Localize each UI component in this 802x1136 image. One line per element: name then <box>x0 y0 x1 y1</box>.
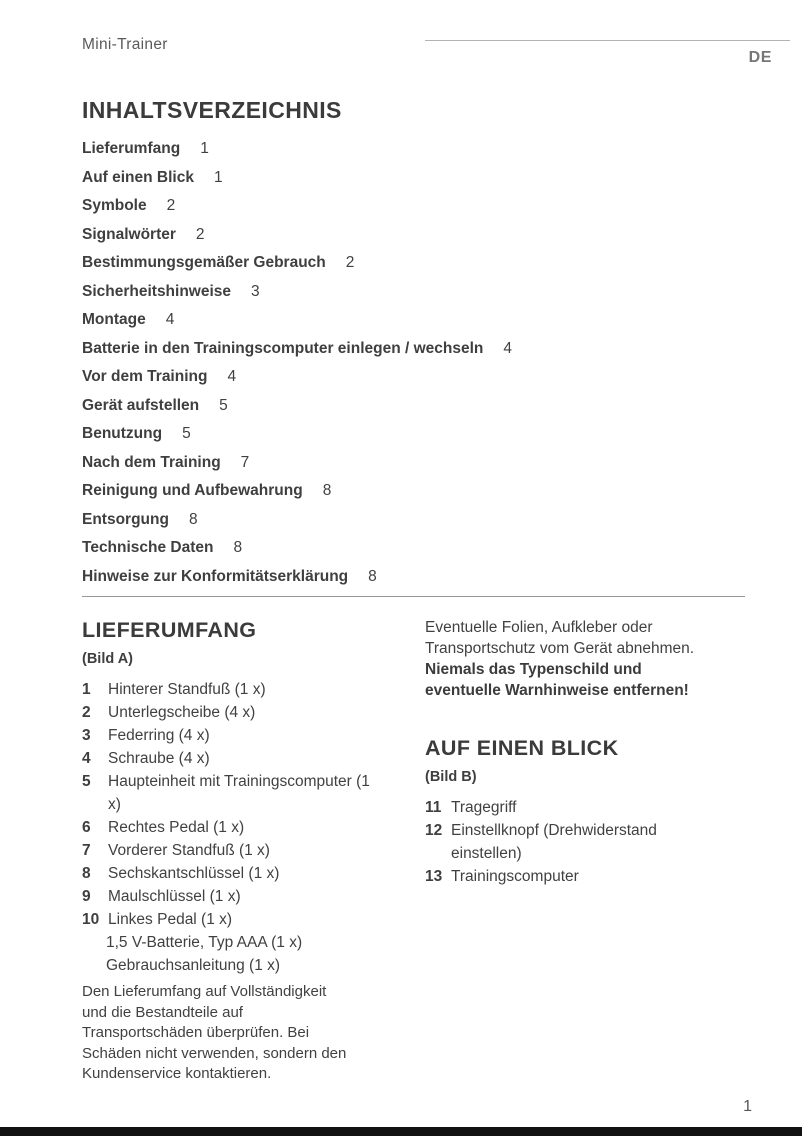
toc-entry-page: 5 <box>219 396 228 414</box>
toc-title: INHALTSVERZEICHNIS <box>82 97 342 123</box>
list-item <box>82 701 377 724</box>
language-code: DE <box>748 49 772 66</box>
toc-entry-page: 8 <box>188 510 198 528</box>
list-item-number: 7 <box>82 842 91 859</box>
toc-entry-label: Technische Daten <box>82 539 214 556</box>
extra-item: 1,5 V-Batterie, Typ AAA (1 x) <box>106 934 303 951</box>
list-item-text: Sechskantschlüssel (1 x) <box>108 865 280 882</box>
glance-title: AUF EINEN BLICK <box>425 736 619 760</box>
delivery-item-list <box>82 678 377 931</box>
list-item-number: 5 <box>82 773 91 790</box>
toc-entry-page: 4 <box>503 339 512 357</box>
toc-entry-page: 4 <box>227 368 237 385</box>
toc-entry <box>82 482 745 501</box>
toc-entry-page: 1 <box>213 168 223 186</box>
toc-entry <box>82 169 745 188</box>
list-item <box>82 724 377 747</box>
toc-entry <box>82 340 745 359</box>
list-item <box>82 747 377 770</box>
two-column-section <box>82 617 745 1085</box>
list-item <box>82 862 377 885</box>
toc-entry <box>82 283 745 302</box>
toc-entry-label: Hinweise zur Konformitätserklärung <box>82 567 349 585</box>
delivery-section <box>82 617 377 1085</box>
toc-entry-page: 3 <box>251 282 260 300</box>
overview-section <box>425 617 745 1085</box>
toc-entry-page: 7 <box>240 453 250 471</box>
toc-entry <box>82 254 745 273</box>
list-item-number: 12 <box>425 822 443 839</box>
toc-entry-page: 2 <box>345 254 355 271</box>
toc-entry-label: Vor dem Training <box>82 368 208 385</box>
list-item-number: 13 <box>425 868 443 885</box>
list-item <box>425 796 710 819</box>
extra-item: Gebrauchsanleitung (1 x) <box>106 957 281 974</box>
toc-entry <box>82 368 745 387</box>
toc-entry-label: Entsorgung <box>82 510 169 528</box>
list-item-number: 9 <box>82 888 91 905</box>
list-item <box>82 908 377 931</box>
page-number: 1 <box>743 1098 752 1115</box>
toc-entry-page: 4 <box>165 311 175 328</box>
toc-entry <box>82 454 745 473</box>
list-item <box>82 885 377 908</box>
toc-entry-label: Symbole <box>82 197 147 214</box>
toc-entry-page: 8 <box>233 539 243 556</box>
list-item-number: 2 <box>82 704 91 721</box>
list-item <box>82 816 377 839</box>
list-item-text: Unterlegscheibe (4 x) <box>108 704 256 721</box>
list-item-text: Vorderer Standfuß (1 x) <box>108 842 270 859</box>
list-item <box>425 819 710 865</box>
delivery-figure-ref: (Bild A) <box>82 651 134 667</box>
page-content <box>0 97 802 1085</box>
toc-entry-label: Signalwörter <box>82 225 176 243</box>
list-item-number: 1 <box>82 681 91 698</box>
list-item-text: Trainingscomputer <box>451 868 579 885</box>
toc-entry-page: 2 <box>195 225 205 243</box>
glance-item-list <box>425 796 710 888</box>
glance-figure-ref: (Bild B) <box>425 769 477 785</box>
list-item-text: Schraube (4 x) <box>108 750 210 767</box>
list-item-text: Hinterer Standfuß (1 x) <box>108 681 266 698</box>
toc-entry-label: Gerät aufstellen <box>82 396 200 414</box>
toc-entry <box>82 397 745 416</box>
list-item-text: Maulschlüssel (1 x) <box>108 888 241 905</box>
list-item-text: Einstellknopf (Drehwiderstand einstellen) <box>451 822 657 862</box>
section-divider <box>82 596 745 597</box>
list-item-text: Rechtes Pedal (1 x) <box>108 819 245 836</box>
toc-entry-label: Sicherheitshinweise <box>82 282 232 300</box>
header-rule <box>425 40 790 41</box>
toc-entry-page: 2 <box>166 197 176 214</box>
toc-entry-page: 8 <box>368 567 377 585</box>
list-item-number: 10 <box>82 911 100 928</box>
toc-entry-page: 1 <box>200 140 209 157</box>
toc-entry <box>82 539 745 558</box>
unpacking-text: Eventuelle Folien, Aufkleber oder Transportschutz vom Gerät abnehmen. <box>425 619 695 657</box>
toc-entry-page: 8 <box>322 482 332 499</box>
toc-entry-label: Montage <box>82 311 146 328</box>
unpacking-instructions <box>425 617 710 701</box>
list-item <box>82 678 377 701</box>
toc-entry-label: Auf einen Blick <box>82 168 194 186</box>
delivery-extra-items <box>82 931 377 977</box>
toc-entry <box>82 197 745 216</box>
toc-entry <box>82 311 745 330</box>
toc-entry <box>82 226 745 245</box>
delivery-note: Den Lieferumfang auf Vollständigkeit und die Bestandteile auf Transportschäden überprüfen. Bei Schäden nicht verwenden, sondern den Kundenservice kontaktieren. <box>82 983 347 1082</box>
toc-entry-label: Bestimmungsgemäßer Gebrauch <box>82 254 326 271</box>
warning-text: Niemals das Typenschild und eventuelle Warnhinweise entfernen! <box>425 661 689 699</box>
toc-entry <box>82 140 745 159</box>
toc-entry-label: Nach dem Training <box>82 453 221 471</box>
list-item <box>425 865 710 888</box>
list-item <box>82 770 377 816</box>
page-bottom-bar <box>0 1127 802 1136</box>
list-item-number: 3 <box>82 727 91 744</box>
list-item-text: Tragegriff <box>451 799 517 816</box>
list-item <box>82 839 377 862</box>
toc-entry-label: Batterie in den Trainingscomputer einlegen / wechseln <box>82 339 484 357</box>
delivery-title: LIEFERUMFANG <box>82 618 257 642</box>
toc-entry <box>82 425 745 444</box>
toc-entry-label: Benutzung <box>82 425 163 442</box>
toc-entry-page: 5 <box>182 425 191 442</box>
toc-entry <box>82 511 745 530</box>
list-item-number: 4 <box>82 750 91 767</box>
toc-entry-label: Lieferumfang <box>82 140 181 157</box>
list-item-number: 8 <box>82 865 91 882</box>
toc-entry <box>82 568 745 587</box>
product-name: Mini-Trainer <box>82 36 168 53</box>
list-item-text: Haupteinheit mit Trainingscomputer (1 x) <box>108 773 370 813</box>
list-item-text: Linkes Pedal (1 x) <box>108 911 233 928</box>
toc-entry-label: Reinigung und Aufbewahrung <box>82 482 303 499</box>
list-item-number: 11 <box>425 799 442 816</box>
table-of-contents <box>82 140 745 586</box>
list-item-text: Federring (4 x) <box>108 727 210 744</box>
list-item-number: 6 <box>82 819 91 836</box>
